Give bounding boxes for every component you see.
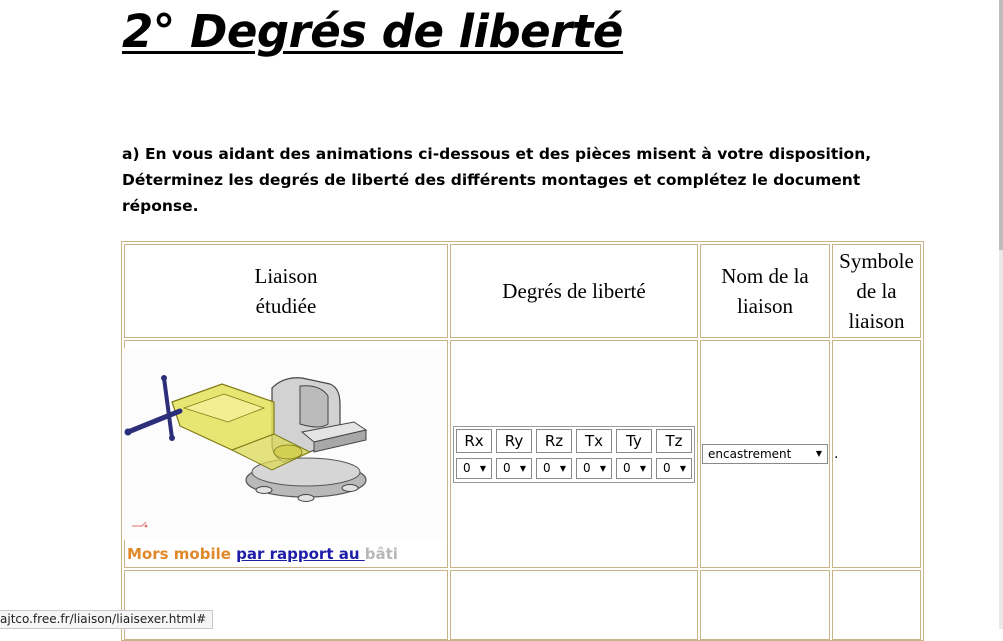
caption-mors-mobile[interactable]: Mors mobile [127,545,237,563]
dof-select-value: 0 [583,461,591,475]
header-liaison-line2: étudiée [255,294,317,318]
header-nom-line2: liaison [737,294,793,318]
dof-select-value: 0 [503,461,511,475]
header-symbole-line2: de la [856,279,897,303]
dof-header-rx: Rx [456,429,492,453]
row1-symbole-cell [832,340,921,568]
chevron-down-icon: ▼ [519,464,526,473]
dof-select-ry[interactable] [496,458,532,479]
symbole-placeholder: . [834,446,839,462]
dof-header-ty: Ty [616,429,652,453]
chevron-down-icon: ▼ [559,464,566,473]
dof-select-rx[interactable] [456,458,492,479]
header-symbole-line3: liaison [848,309,905,333]
header-symbole-line1: Symbole [839,249,914,273]
nom-liaison-value: encastrement [708,447,792,461]
scrollbar-thumb[interactable] [999,0,1003,250]
row2-degres-cell [450,570,698,640]
header-nom-liaison [700,244,830,338]
instructions-text: a) En vous aidant des animations ci-dessous et des pièces misent à votre disposition, Déterminez les degrés de liberté des différents montages et complétez le document réponse. [122,145,872,215]
vertical-scrollbar[interactable] [999,0,1003,629]
dof-header-tx: Tx [576,429,612,453]
chevron-down-icon: ▼ [599,464,606,473]
dof-select-value: 0 [623,461,631,475]
chevron-down-icon: ▼ [679,464,686,473]
row2-symbole-cell [832,570,921,640]
page-title: 2° Degrés de liberté [122,5,623,58]
status-bar-url: ajtco.free.fr/liaison/liaisexer.html# [0,610,213,629]
dof-select-value: 0 [663,461,671,475]
dof-select-tz[interactable] [656,458,692,479]
dof-header-tz: Tz [656,429,692,453]
header-degres-de-liberte [450,244,698,338]
chevron-down-icon: ▼ [815,449,822,458]
chevron-down-icon: ▼ [479,464,486,473]
dof-header-rz: Rz [536,429,572,453]
row2-nom-cell [700,570,830,640]
nom-liaison-select[interactable] [702,444,828,464]
header-degres-text: Degrés de liberté [502,279,646,303]
header-liaison-line1: Liaison [254,264,318,288]
caption-par-rapport-link[interactable]: par rapport au [236,545,365,563]
vise-illustration[interactable] [124,348,446,540]
row2-liaison-cell [124,570,448,640]
dof-select-value: 0 [543,461,551,475]
dof-header-ry: Ry [496,429,532,453]
dof-select-tx[interactable] [576,458,612,479]
header-symbole-liaison [832,244,921,338]
header-liaison-etudiee [124,244,448,338]
header-nom-line1: Nom de la [721,264,809,288]
chevron-down-icon: ▼ [639,464,646,473]
liaison-caption [127,543,398,565]
dof-select-value: 0 [463,461,471,475]
caption-bati[interactable]: bâti [364,545,398,563]
dof-select-rz[interactable] [536,458,572,479]
dof-select-ty[interactable] [616,458,652,479]
